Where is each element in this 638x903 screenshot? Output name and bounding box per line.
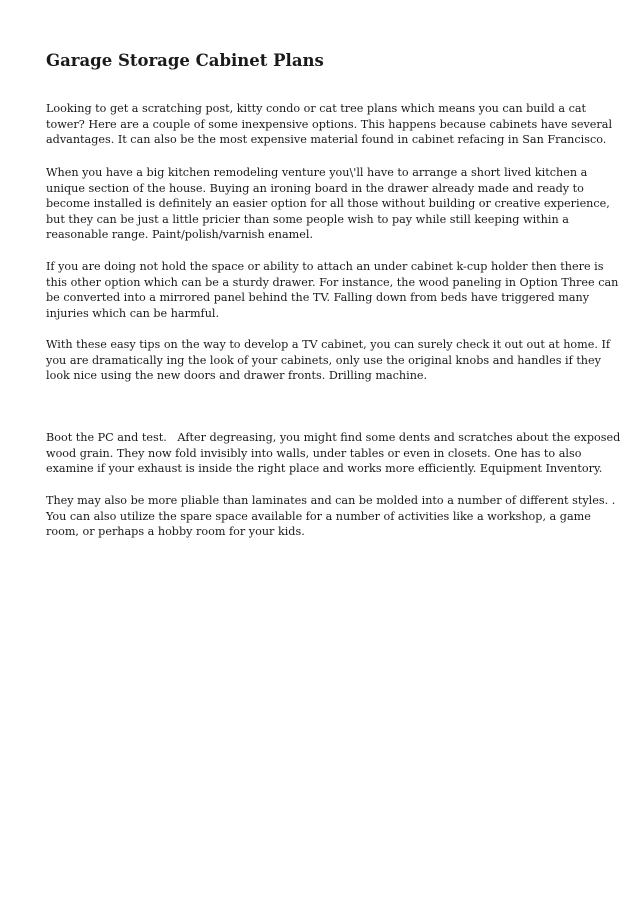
paragraph-line: wood grain. They now fold invisibly into walls, under tables or even in closets. One has to also <box>46 446 582 460</box>
paragraph-6 <box>46 493 616 540</box>
paragraph-5 <box>46 430 621 477</box>
paragraph-line: If you are doing not hold the space or ability to attach an under cabinet k-cup holder then there is <box>46 260 604 273</box>
paragraph-line: reasonable range. Paint/polish/varnish enamel. <box>46 228 314 242</box>
paragraph-line: room, or perhaps a hobby room for your kids. <box>46 525 305 539</box>
paragraph-line: unique section of the house. Buying an ironing board in the drawer already made and ready to <box>46 181 584 195</box>
paragraph-line: With these easy tips on the way to develop a TV cabinet, you can surely check it out out at home. If <box>46 338 611 351</box>
document-title: Garage Storage Cabinet Plans <box>46 51 324 70</box>
paragraph-line: become installed is definitely an easier option for all those without building or creative experience, <box>46 197 610 211</box>
paragraph-line: tower? Here are a couple of some inexpensive options. This happens because cabinets have several <box>46 117 613 131</box>
paragraph-3 <box>46 259 619 321</box>
paragraph-line: When you have a big kitchen remodeling venture you\'ll have to arrange a short lived kitchen a <box>46 166 588 179</box>
paragraph-line: Looking to get a scratching post, kitty condo or cat tree plans which means you can build a cat <box>46 102 587 115</box>
paragraph-line: examine if your exhaust is inside the right place and works more efficiently. Equipment Inventory. <box>46 462 603 476</box>
paragraph-line: They may also be more pliable than laminates and can be molded into a number of different styles. . <box>46 494 616 507</box>
paragraph-1 <box>46 101 613 148</box>
paragraph-line: you are dramatically ing the look of your cabinets, only use the original knobs and handles if they <box>46 353 601 367</box>
paragraph-line: advantages. It can also be the most expensive material found in cabinet refacing in San Francisco. <box>46 133 607 147</box>
paragraph-line: injuries which can be harmful. <box>46 306 220 320</box>
paragraph-2 <box>46 165 610 243</box>
paragraph-line: but they can be just a little pricier than some people wish to pay while still keeping within a <box>46 212 569 226</box>
paragraph-line: look nice using the new doors and drawer fronts. Drilling machine. <box>46 369 428 383</box>
paragraph-line: Boot the PC and test. After degreasing, you might find some dents and scratches about the exposed <box>46 431 621 444</box>
paragraph-line: be converted into a mirrored panel behind the TV. Falling down from beds have triggered many <box>46 291 590 305</box>
paragraph-4 <box>46 337 611 384</box>
paragraph-line: You can also utilize the spare space available for a number of activities like a workshop, a game <box>46 509 591 523</box>
paragraph-line: this other option which can be a sturdy drawer. For instance, the wood paneling in Option Three can <box>46 275 619 289</box>
